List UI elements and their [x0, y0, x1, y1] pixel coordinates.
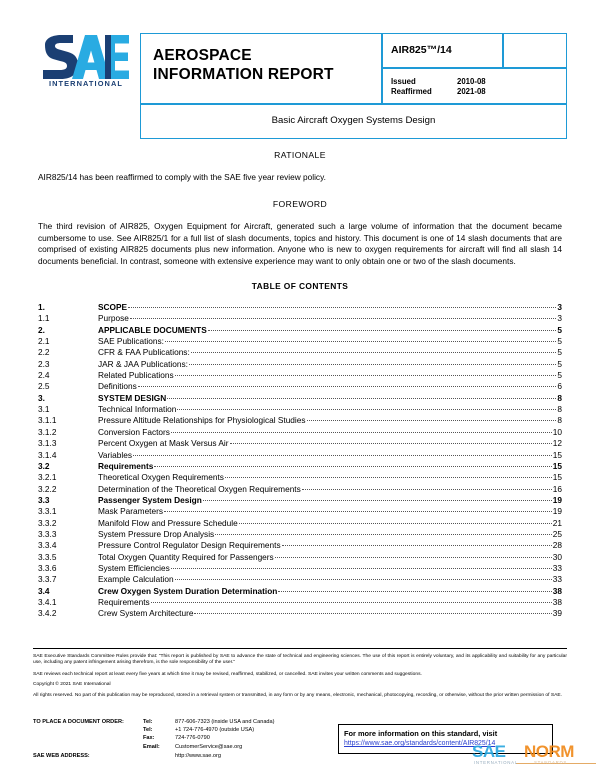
- toc-entry[interactable]: [38, 529, 562, 540]
- order-contact-row: [33, 743, 363, 751]
- toc-entry[interactable]: [38, 381, 562, 392]
- toc-entry-title: SYSTEM DESIGN: [98, 392, 167, 403]
- sae-logo-cell: [33, 33, 137, 105]
- web-address-value[interactable]: http://www.sae.org: [175, 752, 222, 759]
- reaffirmed-label: Reaffirmed: [391, 87, 432, 96]
- reaffirmed-row: [391, 87, 486, 96]
- order-contact-key: Tel:: [143, 727, 153, 734]
- toc-leader-dots: [167, 398, 556, 399]
- toc-entry-number: 3.1.1: [38, 415, 57, 426]
- toc-entry-title: APPLICABLE DOCUMENTS: [98, 324, 207, 335]
- toc-entry-page: 10: [552, 426, 562, 437]
- toc-entry-title: Passenger System Design: [98, 494, 202, 505]
- toc-entry-title: Percent Oxygen at Mask Versus Air: [98, 438, 229, 449]
- toc-leader-dots: [175, 375, 557, 376]
- toc-entry-number: 3.1.3: [38, 438, 57, 449]
- toc-entry-title: Manifold Flow and Pressure Schedule: [98, 517, 238, 528]
- sae-norm-watermark: [472, 742, 600, 772]
- order-contact-key: Email:: [143, 743, 160, 750]
- toc-leader-dots: [278, 591, 551, 592]
- watermark-sub-right: STANDARDS: [534, 760, 568, 765]
- order-label: TO PLACE A DOCUMENT ORDER:: [33, 719, 124, 725]
- toc-leader-dots: [189, 364, 556, 365]
- toc-leader-dots: [138, 386, 557, 387]
- toc-entry-page: 15: [552, 460, 562, 471]
- watermark-text-right: NORM: [524, 742, 574, 761]
- rationale-heading: RATIONALE: [274, 150, 326, 160]
- order-label: [33, 726, 143, 734]
- footer-rights: All rights reserved. No part of this publication may be reproduced, stored in a retrieval system or transmitted, in any form or by any means, electronic, mechanical, photocopying, recording, or otherwise, without the prior written permission of SAE.: [33, 692, 562, 698]
- document-number-box: [381, 33, 504, 69]
- toc-entry-title: Purpose: [98, 313, 129, 324]
- order-label: [33, 734, 143, 742]
- toc-entry-page: 38: [552, 585, 562, 596]
- toc-leader-dots: [130, 318, 556, 319]
- toc-entry-page: 21: [552, 517, 562, 528]
- toc-entry-title: Theoretical Oxygen Requirements: [98, 472, 224, 483]
- toc-entry-title: Conversion Factors: [98, 426, 170, 437]
- toc-entry-number: 3.3: [38, 494, 50, 505]
- issued-label: Issued: [391, 77, 416, 86]
- watermark-text-left: SAE: [472, 742, 506, 761]
- toc-leader-dots: [151, 602, 552, 603]
- toc-entry-title: System Pressure Drop Analysis: [98, 528, 215, 539]
- toc-leader-dots: [175, 579, 552, 580]
- order-contact-key: Fax:: [143, 735, 155, 742]
- toc-entry-title: Mask Parameters: [98, 506, 164, 517]
- toc-entry-number: 3.1: [38, 404, 50, 415]
- toc-entry[interactable]: [38, 552, 562, 563]
- watermark-sub-left: INTERNATIONAL: [474, 760, 518, 765]
- toc-entry[interactable]: [38, 415, 562, 426]
- toc-entry[interactable]: [38, 495, 562, 506]
- document-dates-box: [381, 67, 567, 105]
- document-subtitle: Basic Aircraft Oxygen Systems Design: [271, 115, 436, 126]
- toc-entry[interactable]: [38, 347, 562, 358]
- toc-entry-title: Crew Oxygen System Duration Determination: [98, 585, 278, 596]
- document-type-text: [153, 46, 378, 84]
- toc-entry-title: Definitions: [98, 381, 137, 392]
- toc-entry-page: 25: [552, 528, 562, 539]
- toc-entry-title: Determination of the Theoretical Oxygen Requirements: [98, 483, 301, 494]
- toc-entry-page: 33: [552, 574, 562, 585]
- toc-entry[interactable]: [38, 393, 562, 404]
- sae-logo-subtitle: INTERNATIONAL: [48, 79, 124, 88]
- order-contact-value[interactable]: +1 724-776-4970 (outside USA): [175, 727, 255, 734]
- toc-entry-number: 3.: [38, 392, 45, 403]
- toc-leader-dots: [128, 307, 556, 308]
- document-type-line1: AEROSPACE: [153, 47, 252, 64]
- toc-entry-number: 2.2: [38, 347, 50, 358]
- toc-entry-number: 1.1: [38, 313, 50, 324]
- toc-entry-page: 19: [552, 494, 562, 505]
- standard-url-link[interactable]: https://www.sae.org/standards/content/AIR825/14: [344, 740, 496, 747]
- document-header-block: [33, 33, 567, 139]
- document-subtitle-box: [140, 103, 567, 139]
- toc-entry-page: 5: [557, 324, 562, 335]
- toc-entry-page: 3: [557, 302, 562, 313]
- toc-entry-page: 8: [557, 392, 562, 403]
- toc-entry-number: 3.1.2: [38, 426, 57, 437]
- toc-entry-number: 3.4.2: [38, 608, 57, 619]
- toc-entry[interactable]: [38, 359, 562, 370]
- toc-leader-dots: [230, 443, 552, 444]
- rationale-text: AIR825/14 has been reaffirmed to comply with the SAE five year review policy.: [38, 172, 326, 182]
- order-contact-value[interactable]: 724-776-0790: [175, 735, 210, 742]
- toc-entry-page: 5: [557, 336, 562, 347]
- toc-entry-number: 2.4: [38, 370, 50, 381]
- toc-leader-dots: [164, 511, 552, 512]
- toc-leader-dots: [282, 545, 552, 546]
- toc-entry[interactable]: [38, 518, 562, 529]
- toc-entry[interactable]: [38, 461, 562, 472]
- toc-entry-page: 3: [557, 313, 562, 324]
- toc-entry-title: Requirements: [98, 596, 150, 607]
- toc-entry[interactable]: [38, 472, 562, 483]
- order-contact-row: [33, 718, 363, 726]
- toc-entry-page: 38: [552, 596, 562, 607]
- toc-entry[interactable]: [38, 404, 562, 415]
- order-contact-value[interactable]: 877-606-7323 (inside USA and Canada): [175, 719, 275, 725]
- toc-entry-title: Pressure Control Regulator Design Requirements: [98, 540, 281, 551]
- document-body: [38, 150, 562, 620]
- toc-entry-number: 3.3.1: [38, 506, 57, 517]
- foreword-heading: FOREWORD: [272, 199, 328, 210]
- table-of-contents: [38, 302, 562, 620]
- footer-committee-rules: SAE Executive Standards Committee Rules provide that: “This report is published by SAE to advance the state of technical and engineering sciences. The use of this report is entirely voluntary, and its applicability and suitability for any particular use, including any patent infringement arising therefrom, is the sole responsibility of the user.”: [33, 654, 567, 666]
- toc-entry-title: SCOPE: [98, 302, 128, 313]
- toc-entry-number: 2.3: [38, 358, 50, 369]
- toc-leader-dots: [208, 330, 557, 331]
- toc-entry-page: 15: [552, 449, 562, 460]
- toc-entry-number: 2.: [38, 324, 45, 335]
- toc-leader-dots: [215, 534, 552, 535]
- document-type-line2: INFORMATION REPORT: [153, 66, 334, 83]
- toc-entry[interactable]: [38, 370, 562, 381]
- toc-entry[interactable]: [38, 438, 562, 449]
- toc-entry-page: 12: [552, 438, 562, 449]
- web-address-row: [33, 752, 363, 760]
- toc-entry-title: System Efficiencies: [98, 562, 170, 573]
- toc-entry-title: CFR & FAA Publications:: [98, 347, 190, 358]
- toc-entry-page: 8: [557, 415, 562, 426]
- toc-entry-title: Crew System Architecture: [98, 608, 194, 619]
- toc-entry-number: 3.4: [38, 585, 50, 596]
- order-contact-value[interactable]: CustomerService@sae.org: [175, 743, 243, 750]
- toc-entry-number: 3.2: [38, 460, 50, 471]
- toc-entry-page: 15: [552, 472, 562, 483]
- toc-entry-number: 3.3.4: [38, 540, 57, 551]
- document-revision-box: [502, 33, 567, 69]
- toc-entry[interactable]: [38, 336, 562, 347]
- toc-entry-number: 3.3.6: [38, 562, 57, 573]
- order-label: [33, 743, 143, 751]
- toc-entry-page: 8: [557, 404, 562, 415]
- toc-leader-dots: [203, 500, 552, 501]
- toc-entry-number: 3.1.4: [38, 449, 57, 460]
- toc-entry[interactable]: [38, 427, 562, 438]
- toc-entry-number: 2.1: [38, 336, 50, 347]
- toc-leader-dots: [133, 455, 552, 456]
- toc-leader-dots: [171, 432, 552, 433]
- toc-leader-dots: [225, 477, 552, 478]
- toc-entry-number: 3.3.2: [38, 517, 57, 528]
- toc-entry-number: 3.2.2: [38, 483, 57, 494]
- issued-row: [391, 77, 486, 86]
- toc-entry-title: Related Publications: [98, 370, 174, 381]
- toc-entry-page: 5: [557, 370, 562, 381]
- document-type-box: [140, 33, 383, 105]
- toc-entry-page: 5: [557, 347, 562, 358]
- order-contact-row: [33, 726, 363, 734]
- toc-entry[interactable]: [38, 484, 562, 495]
- toc-entry-number: 3.3.5: [38, 551, 57, 562]
- toc-entry[interactable]: [38, 506, 562, 517]
- toc-entry-page: 28: [552, 540, 562, 551]
- toc-entry[interactable]: [38, 563, 562, 574]
- toc-leader-dots: [239, 523, 552, 524]
- toc-entry[interactable]: [38, 540, 562, 551]
- toc-entry[interactable]: [38, 325, 562, 336]
- toc-entry[interactable]: [38, 608, 562, 619]
- toc-entry-page: 6: [557, 381, 562, 392]
- toc-leader-dots: [307, 420, 557, 421]
- footer-review-note: SAE reviews each technical report at least every five years at which time it may be revised, reaffirmed, stabilized, or cancelled. SAE invites your written comments and suggestions.: [33, 671, 422, 677]
- footer-divider: [33, 648, 567, 649]
- toc-entry-title: Requirements: [98, 460, 154, 471]
- toc-entry[interactable]: [38, 597, 562, 608]
- toc-entry-page: 30: [552, 551, 562, 562]
- toc-entry-number: 2.5: [38, 381, 50, 392]
- document-number: AIR825™/14: [391, 44, 452, 56]
- foreword-text: The third revision of AIR825, Oxygen Equipment for Aircraft, generated such a large volume of information that the document became cumbersome to use. See AIR825/1 for a full list of slash documents, topics and history. This document is one of 14 slash documents that are comprised of existing AIR825 documents plus new information. Anyone who is new to oxygen requirements for aircraft will find all slash 14 documents beneficial. In contrast, someone with extensive experience may want to only obtain one or two of the slash documents.: [38, 221, 562, 266]
- toc-leader-dots: [275, 557, 552, 558]
- toc-entry[interactable]: [38, 574, 562, 585]
- toc-entry-number: 3.3.3: [38, 528, 57, 539]
- toc-entry-title: Example Calculation: [98, 574, 174, 585]
- toc-entry[interactable]: [38, 313, 562, 324]
- toc-entry-title: Total Oxygen Quantity Required for Passengers: [98, 551, 274, 562]
- toc-entry-title: Variables: [98, 449, 132, 460]
- reaffirmed-value: 2021-08: [457, 87, 486, 96]
- order-contact-key: Tel:: [143, 719, 153, 725]
- toc-entry[interactable]: [38, 586, 562, 597]
- toc-entry-title: Technical Information: [98, 404, 177, 415]
- toc-leader-dots: [177, 409, 556, 410]
- issued-value: 2010-08: [457, 77, 486, 86]
- toc-entry-page: 16: [552, 483, 562, 494]
- toc-entry-page: 5: [557, 358, 562, 369]
- sae-logo-icon: [39, 35, 131, 81]
- toc-leader-dots: [154, 466, 551, 467]
- toc-entry-number: 3.4.1: [38, 596, 57, 607]
- toc-entry-title: Pressure Altitude Relationships for Physiological Studies: [98, 415, 306, 426]
- toc-leader-dots: [171, 568, 552, 569]
- toc-leader-dots: [194, 613, 551, 614]
- toc-entry-title: SAE Publications:: [98, 336, 164, 347]
- toc-leader-dots: [302, 489, 552, 490]
- toc-entry-page: 39: [552, 608, 562, 619]
- toc-entry-number: 1.: [38, 302, 45, 313]
- toc-entry-title: JAR & JAA Publications:: [98, 358, 188, 369]
- toc-heading: TABLE OF CONTENTS: [251, 281, 349, 292]
- order-contact-row: [33, 734, 363, 742]
- toc-entry[interactable]: [38, 302, 562, 313]
- order-info-block: [33, 718, 363, 760]
- footer-copyright: Copyright © 2021 SAE International: [33, 682, 111, 688]
- web-address-spacer: [143, 752, 175, 760]
- web-address-label: SAE WEB ADDRESS:: [33, 752, 90, 759]
- toc-entry-page: 33: [552, 562, 562, 573]
- toc-entry-number: 3.2.1: [38, 472, 57, 483]
- more-information-label: For more information on this standard, visit: [344, 729, 498, 738]
- toc-leader-dots: [165, 341, 556, 342]
- toc-entry-number: 3.3.7: [38, 574, 57, 585]
- toc-entry-page: 19: [552, 506, 562, 517]
- toc-entry[interactable]: [38, 450, 562, 461]
- toc-leader-dots: [191, 352, 557, 353]
